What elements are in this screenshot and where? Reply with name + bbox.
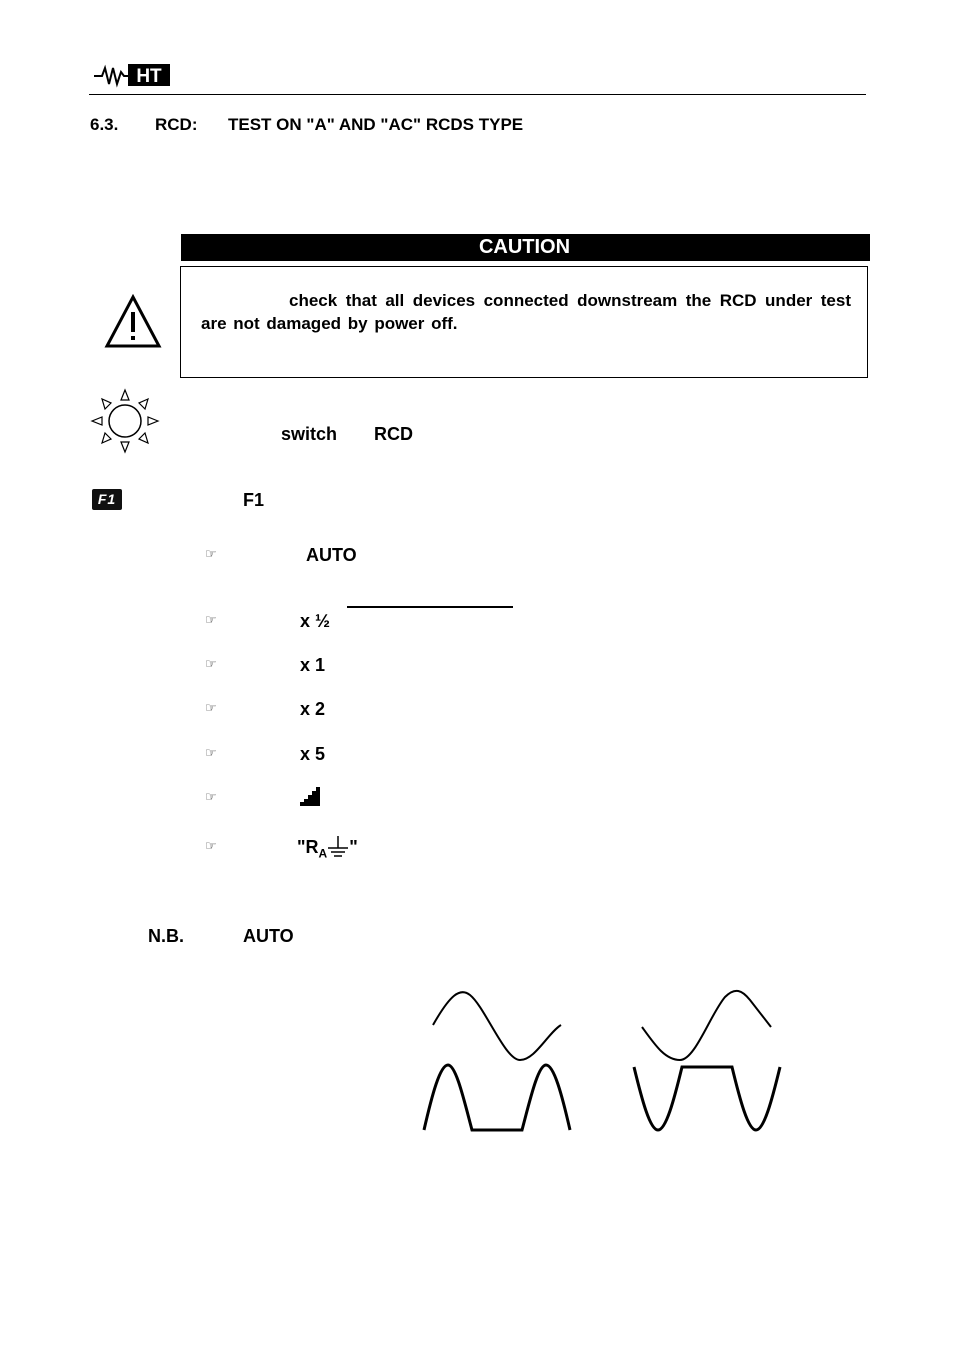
pointing-hand-icon: ☞ <box>205 745 217 760</box>
section-prefix: RCD: <box>155 115 198 134</box>
mode-half: x ½ <box>300 611 331 631</box>
pointing-hand-icon: ☞ <box>205 612 217 627</box>
mode-x5: x 5 <box>300 744 326 764</box>
waveform-diagram <box>420 985 790 1135</box>
sine-wave-left <box>433 992 561 1060</box>
note-text: AUTO <box>243 926 294 946</box>
mode-x2: x 2 <box>300 699 326 719</box>
warning-triangle-icon <box>104 294 162 349</box>
pulsating-wave-right <box>634 1067 780 1130</box>
section-number: 6.3. <box>90 115 119 134</box>
mode-auto: AUTO <box>306 545 357 565</box>
sun-icon <box>90 388 160 454</box>
ht-logo <box>92 60 172 88</box>
ramp-staircase-icon <box>300 787 320 806</box>
pointing-hand-icon: ☞ <box>205 789 217 804</box>
rcd-word: RCD <box>374 424 413 444</box>
caution-text: check that all devices connected downstream the RCD under test are not damaged by power off. <box>201 291 851 333</box>
f1-text: F1 <box>243 490 265 510</box>
ground-icon <box>327 835 349 857</box>
sine-wave-right <box>642 991 771 1060</box>
mode-ra: "$R_A$ " <box>297 837 358 861</box>
pointing-hand-icon: ☞ <box>205 700 217 715</box>
svg-text:HT: HT <box>136 66 162 87</box>
mode-x1: x 1 <box>300 655 326 675</box>
pointing-hand-icon: ☞ <box>205 656 217 671</box>
underline-rule <box>347 606 513 608</box>
f1-key-icon: F1 <box>92 489 122 510</box>
header-rule <box>89 94 866 95</box>
pointing-hand-icon: ☞ <box>205 546 217 561</box>
section-title: TEST ON "A" AND "AC" RCDS TYPE <box>228 115 524 134</box>
switch-word: switch <box>281 424 338 444</box>
pointing-hand-icon: ☞ <box>205 838 217 853</box>
caution-banner: CAUTION <box>181 234 870 261</box>
pulsating-wave-left <box>424 1065 570 1130</box>
note-label: N.B. <box>148 926 184 946</box>
